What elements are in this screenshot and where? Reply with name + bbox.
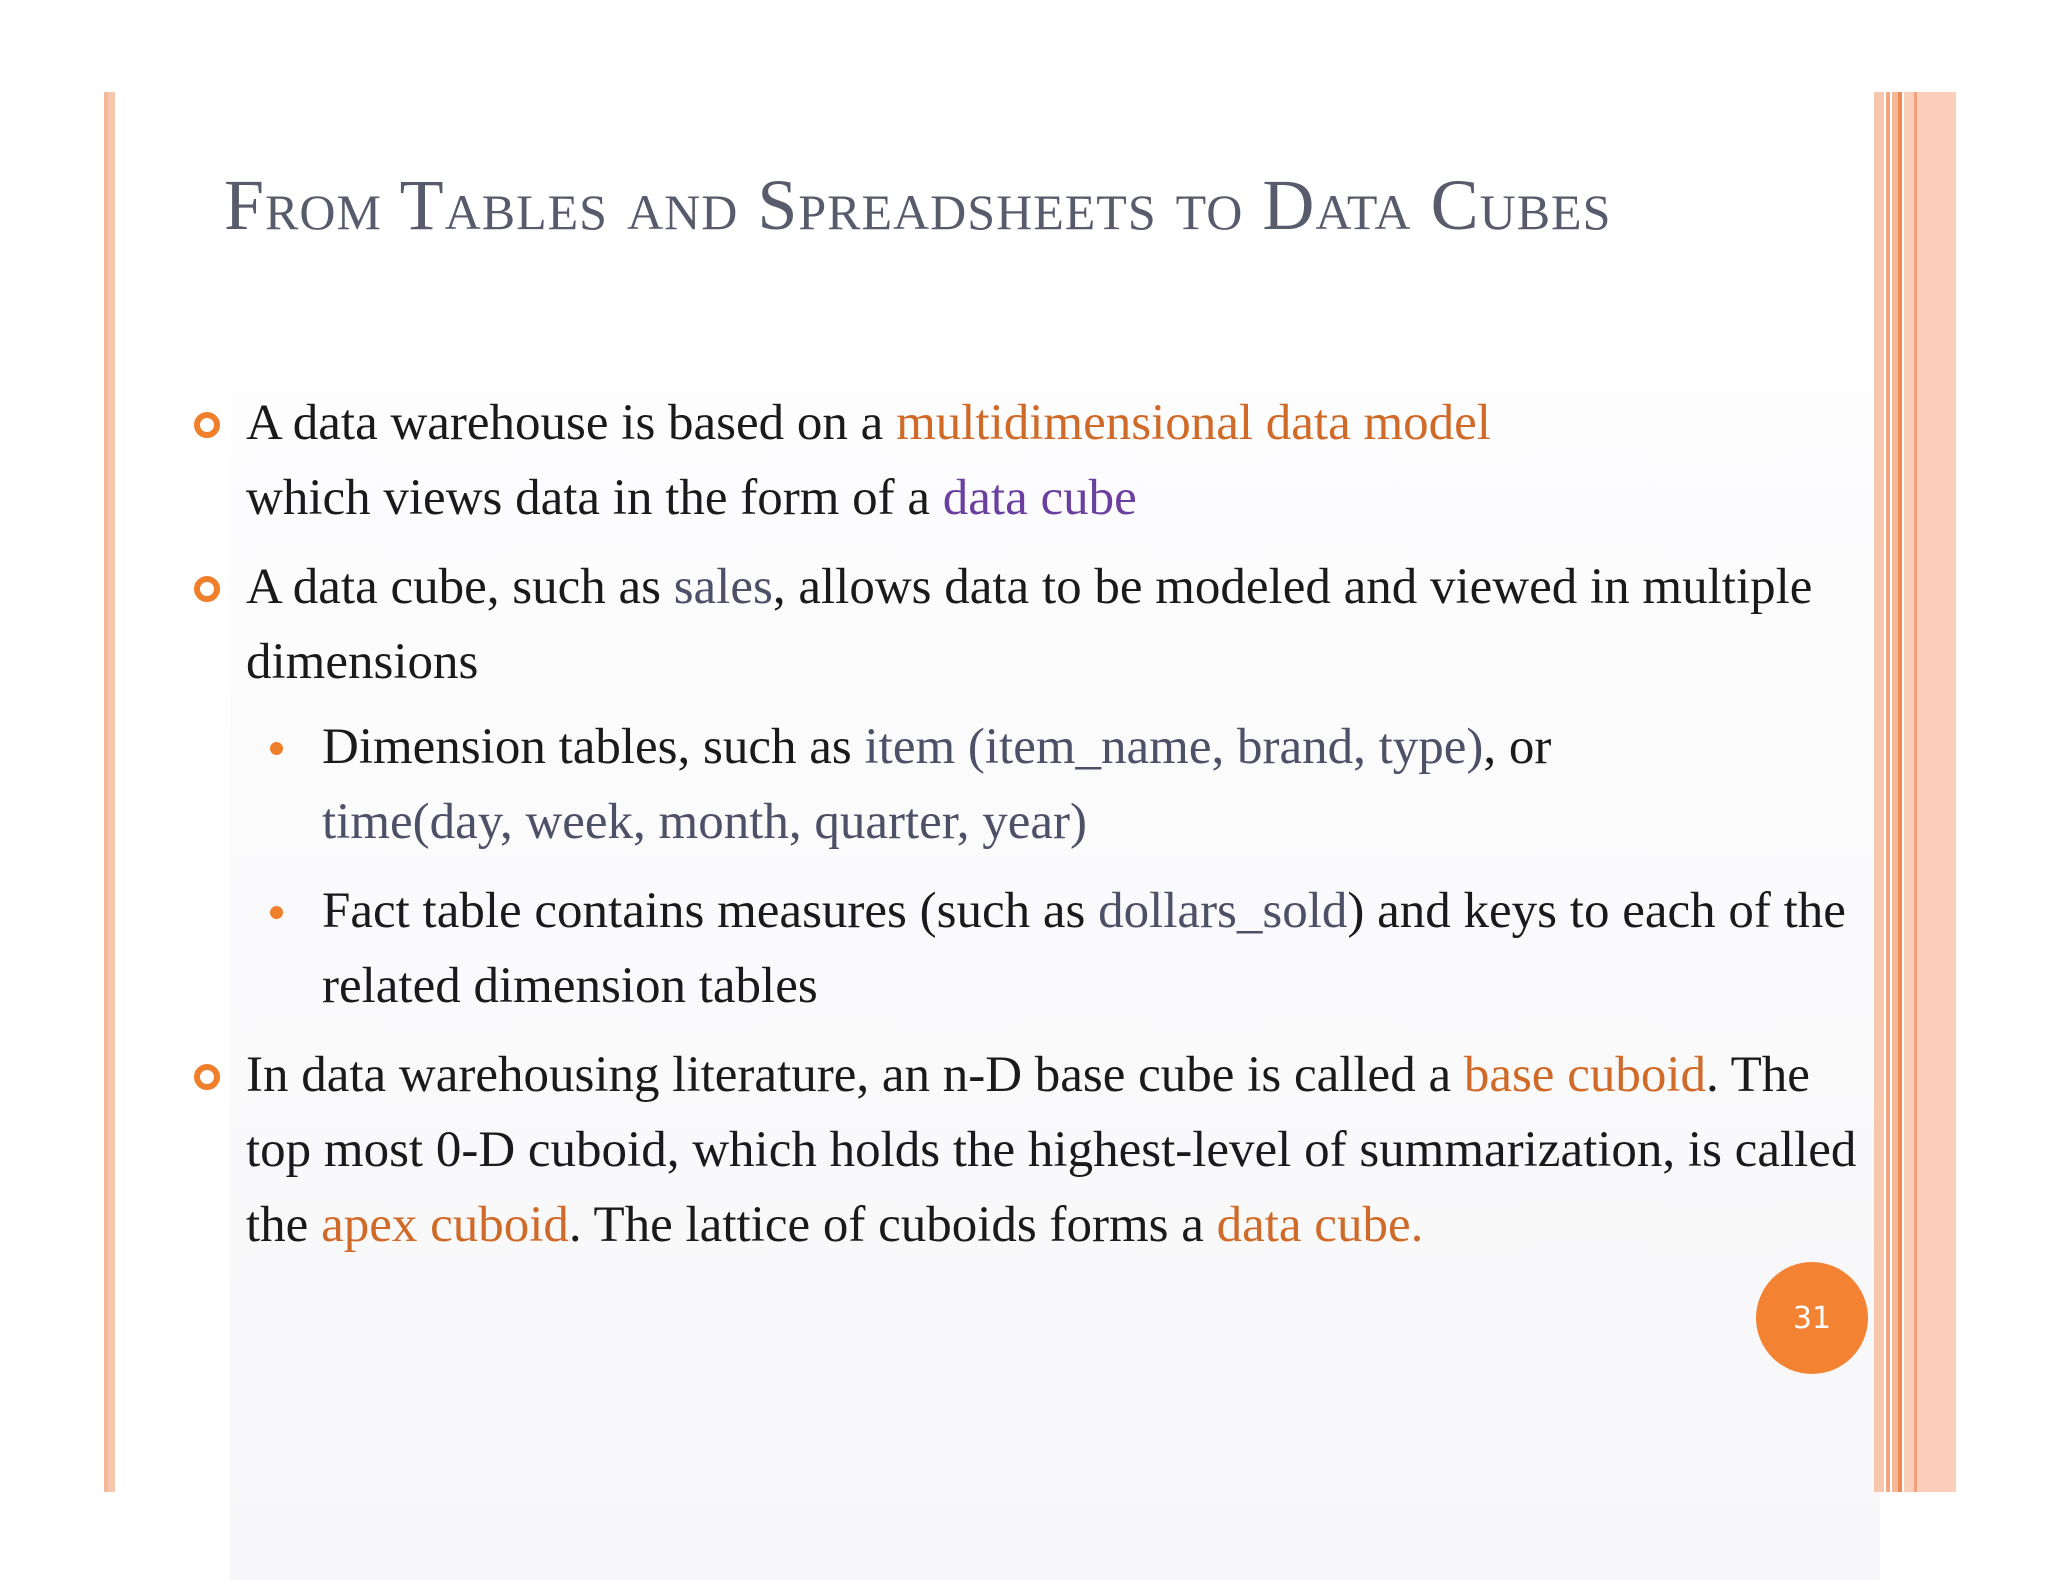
text-segment: . The lattice of cuboids forms a [568, 1197, 1217, 1253]
ring-bullet-icon [194, 576, 220, 602]
text-segment: In data warehousing literature, an n-D base cube is called a [246, 1047, 1464, 1103]
text-segment: A data warehouse is based on a [246, 395, 897, 451]
highlight-term: base cuboid [1463, 1047, 1707, 1103]
right-stripe [1904, 92, 1956, 1492]
right-stripe [1874, 92, 1884, 1492]
text-segment: . The top most 0-D cuboid, which holds the highest-level of summarization, is called the [246, 1047, 1857, 1253]
left-decor-bar [108, 92, 115, 1492]
sub-bullet-list [246, 710, 1874, 1024]
right-stripe [1898, 92, 1902, 1492]
bullet-item [194, 550, 1874, 1024]
bullet-list [194, 386, 1874, 1277]
text-segment: A data cube, such as [246, 559, 674, 615]
highlight-term: apex cuboid [321, 1197, 569, 1253]
right-stripe [1914, 92, 1917, 1492]
bullet-text [246, 395, 1491, 526]
page-number-badge: 31 [1756, 1262, 1868, 1374]
highlight-term: dollars_sold [1098, 883, 1348, 939]
dot-bullet-icon [270, 742, 283, 755]
sub-bullet-text [322, 719, 1551, 850]
highlight-term: data cube. [1216, 1197, 1424, 1253]
sub-bullet-text [322, 883, 1846, 1014]
bullet-item [194, 1038, 1874, 1263]
text-segment: Fact table contains measures (such as [322, 883, 1099, 939]
highlight-term: sales [673, 559, 773, 615]
highlight-term: item (item_name, brand, type) [864, 719, 1484, 775]
text-segment: , or [1483, 719, 1552, 775]
bullet-text [246, 559, 1812, 690]
ring-bullet-icon [194, 1064, 220, 1090]
right-decor-stripes [1874, 92, 1956, 1492]
bullet-text [246, 1047, 1856, 1253]
sub-bullet-item [246, 710, 1874, 860]
text-segment: Dimension tables, such as [322, 719, 865, 775]
text-segment: ) and keys to each of the related dimension tables [322, 883, 1846, 1014]
right-stripe [1886, 92, 1890, 1492]
ring-bullet-icon [194, 412, 220, 438]
slide-title: From Tables and Spreadsheets to Data Cubes [224, 165, 1612, 245]
sub-bullet-item [246, 874, 1874, 1024]
text-segment: which views data in the form of a [246, 470, 943, 526]
highlight-term: multidimensional data model [896, 395, 1491, 451]
bullet-item [194, 386, 1874, 536]
text-segment: , allows data to be modeled and viewed in multiple dimensions [246, 559, 1813, 690]
dot-bullet-icon [270, 906, 283, 919]
highlight-term: data cube [942, 470, 1137, 526]
highlight-term: time(day, week, month, quarter, year) [322, 794, 1087, 850]
